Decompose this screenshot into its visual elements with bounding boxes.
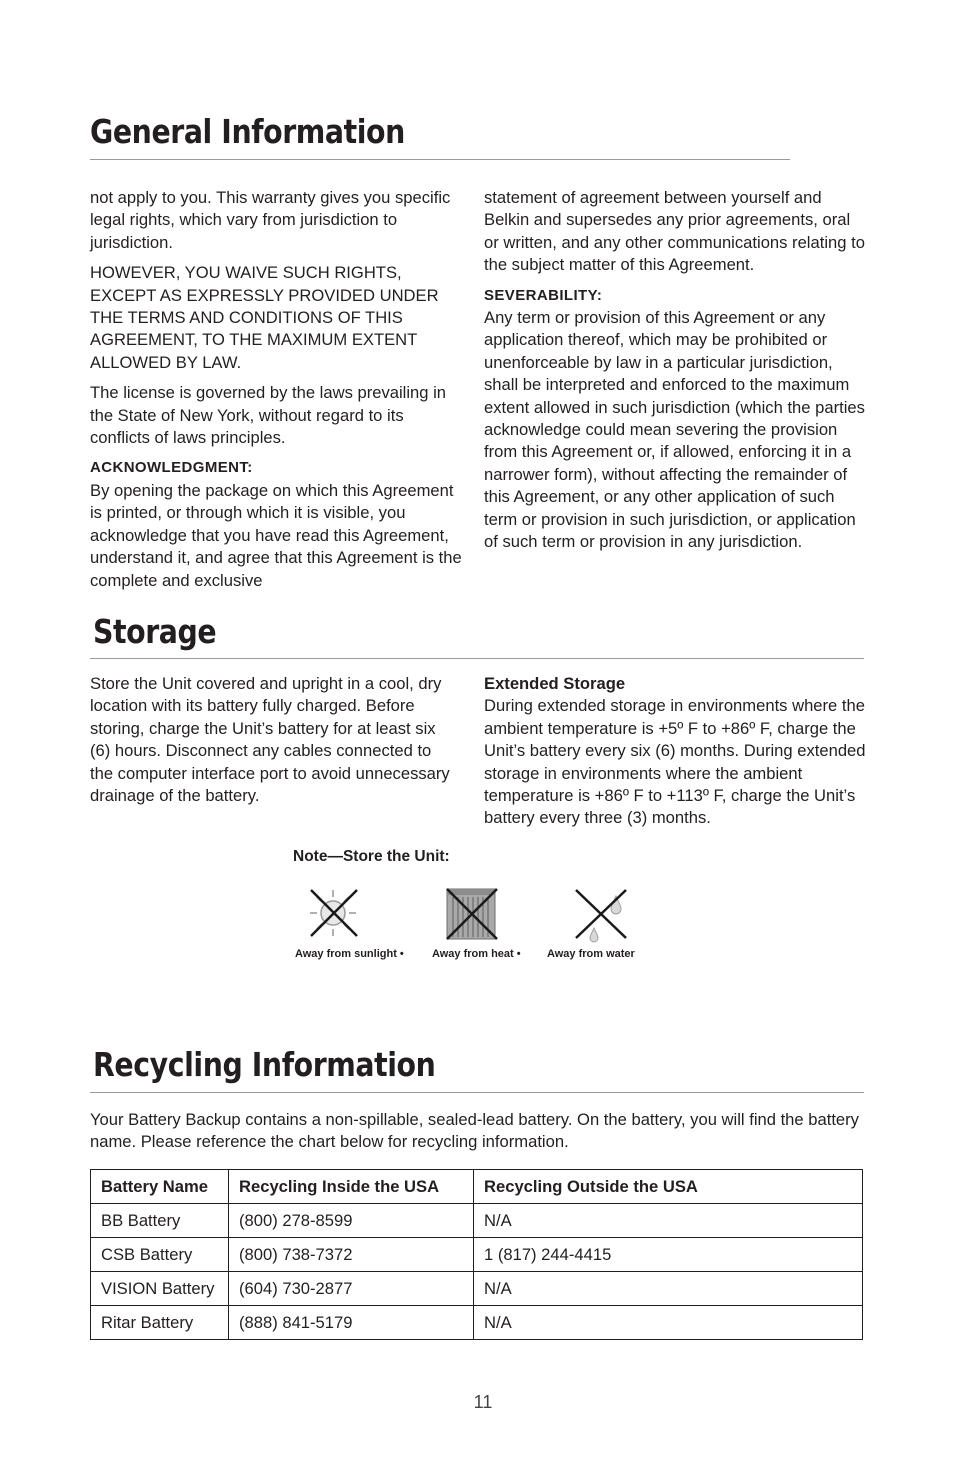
warranty-paragraph: not apply to you. This warranty gives you specific legal rights, which vary from jurisdiction to jurisdiction.	[90, 188, 451, 252]
outside-usa-phone-cell: N/A	[474, 1306, 863, 1340]
outside-usa-phone-cell: N/A	[474, 1272, 863, 1306]
license-paragraph: The license is governed by the laws prevailing in the State of New York, without regard to its conflicts of laws principles.	[90, 383, 447, 448]
table-row	[91, 1306, 863, 1340]
battery-name-header: Battery Name	[91, 1170, 229, 1204]
extended-storage-heading: Extended Storage	[484, 674, 626, 693]
general-left-column	[90, 187, 468, 592]
general-right-column	[484, 187, 866, 554]
storage-instructions: Store the Unit covered and upright in a cool, dry location with its battery fully charged. Before storing, charge the Unit’s battery for at least six (6) hours. Disconnect any cables connected to the computer interface port to avoid unnecessary drainage of the battery.	[90, 674, 450, 806]
extended-storage-text: During extended storage in environments where the ambient temperature is +5º F to +86º F, charge the Unit’s battery every six (6) months. During extended storage in environments where the ambient temperature is +86º F to +113º F, charge the Unit’s battery every three (3) months.	[484, 696, 866, 828]
recycling-table	[90, 1169, 863, 1340]
severability-text: Any term or provision of this Agreement or any application thereof, which may be prohibited or unenforceable by law in a particular jurisdiction, shall be interpreted and enforced to the maximum extent allowed in such jurisdiction (which the parties acknowledge could mean severing the provision from this Agreement or, if allowed, enforcing it in a narrower form), without affecting the remainder of this Agreement, or any other application of such term or provision in such jurisdiction, or application of such term or provision in any jurisdiction.	[484, 308, 865, 552]
no-water-icon	[572, 886, 632, 946]
away-from-water-caption: Away from water	[547, 948, 635, 960]
away-from-heat-caption: Away from heat •	[432, 948, 521, 960]
acknowledgment-heading: ACKNOWLEDGMENT:	[90, 459, 253, 477]
storage-title: Storage	[93, 612, 217, 651]
inside-usa-phone-cell: (888) 841-5179	[229, 1306, 474, 1340]
inside-usa-header: Recycling Inside the USA	[229, 1170, 474, 1204]
waiver-paragraph: HOWEVER, YOU WAIVE SUCH RIGHTS, EXCEPT AS EXPRESSLY PROVIDED UNDER THE TERMS AND CONDITIONS OF THIS AGREEMENT, TO THE MAXIMUM EXTENT ALLOWED BY LAW.	[90, 263, 439, 372]
battery-name-cell: Ritar Battery	[91, 1306, 229, 1340]
battery-name-cell: VISION Battery	[91, 1272, 229, 1306]
no-sunlight-icon	[305, 886, 365, 940]
inside-usa-phone-cell: (604) 730-2877	[229, 1272, 474, 1306]
table-row	[91, 1238, 863, 1272]
acknowledgment-text: By opening the package on which this Agreement is printed, or through which it is visible, you acknowledge that you have read this Agreement, understand it, and agree that this Agreement is the complete and exclusive	[90, 480, 462, 590]
storage-note-title: Note—Store the Unit:	[293, 848, 450, 865]
section-divider	[90, 658, 864, 659]
outside-usa-phone-cell: 1 (817) 244-4415	[474, 1238, 863, 1272]
away-from-sunlight-caption: Away from sunlight •	[295, 948, 404, 960]
recycling-information-title: Recycling Information	[93, 1045, 436, 1084]
general-information-title: General Information	[90, 112, 405, 151]
outside-usa-header: Recycling Outside the USA	[474, 1170, 863, 1204]
table-row	[91, 1204, 863, 1238]
section-divider	[90, 159, 790, 160]
battery-name-cell: CSB Battery	[91, 1238, 229, 1272]
agreement-statement-paragraph: statement of agreement between yourself and Belkin and supersedes any prior agreements, oral or written, and any other communications relating to the subject matter of this Agreement.	[484, 188, 865, 275]
storage-left-column	[90, 673, 450, 807]
outside-usa-phone-cell: N/A	[474, 1204, 863, 1238]
no-heat-icon	[444, 885, 500, 941]
page-number: 11	[473, 1392, 493, 1412]
recycling-intro: Your Battery Backup contains a non-spillable, sealed-lead battery. On the battery, you will find the battery name. Please reference the chart below for recycling information.	[90, 1110, 859, 1152]
storage-right-column	[484, 673, 866, 830]
battery-name-cell: BB Battery	[91, 1204, 229, 1238]
inside-usa-phone-cell: (800) 278-8599	[229, 1204, 474, 1238]
severability-heading: SEVERABILITY:	[484, 286, 603, 304]
table-row	[91, 1272, 863, 1306]
table-header-row	[91, 1170, 863, 1204]
inside-usa-phone-cell: (800) 738-7372	[229, 1238, 474, 1272]
section-divider	[90, 1092, 864, 1093]
